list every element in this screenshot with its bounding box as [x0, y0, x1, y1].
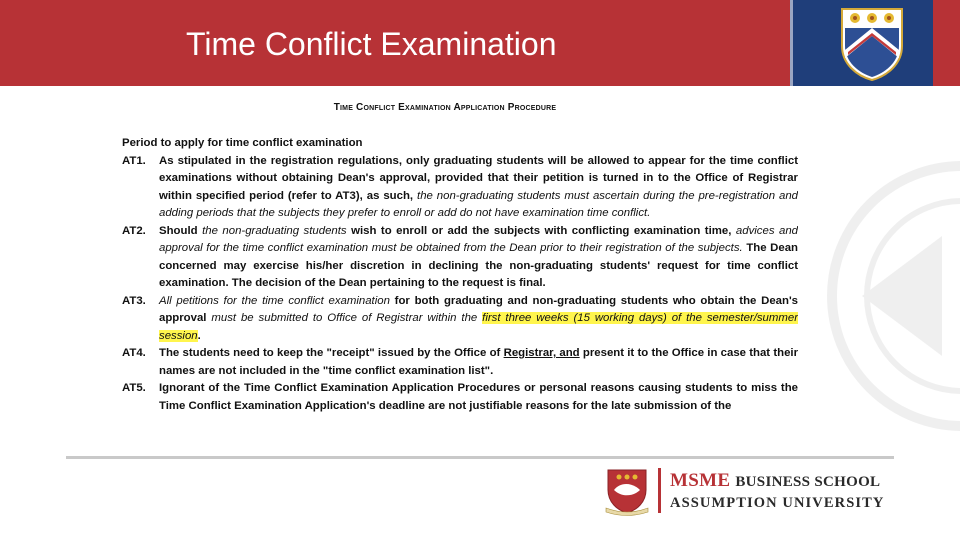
item-number: AT5. — [122, 382, 146, 394]
university-shield-logo-icon — [602, 466, 652, 516]
item-text: As stipulated in the registration regulations, only graduating students will be allowed to appear for the time conflict examinations without obtaining Dean's approval, provided that their petition is turned in to the Office of Registrar within specified period (refer to AT3), as such, the non-graduating students must ascertain during the pre-registration and adding periods that the subjects they prefer to enroll or add do not have examination time conflict. — [159, 154, 798, 219]
procedure-item-at2 — [122, 223, 798, 293]
page-title: Time Conflict Examination — [186, 26, 557, 62]
item-text: All petitions for the time conflict examination for both graduating and non-graduating students who obtain the Dean's approval must be submitted to Office of Registrar within the first three weeks (15 working days) of the semester/summer session. — [159, 294, 798, 342]
footer-divider — [66, 456, 894, 459]
item-text: The students need to keep the "receipt" issued by the Office of Registrar, and present it to the Office in case that their names are not included in the "time conflict examination list". — [159, 347, 798, 377]
header-bar — [0, 0, 960, 86]
watermark-seal-icon — [822, 136, 960, 456]
procedure-document — [122, 100, 798, 434]
document-subheading: Period to apply for time conflict examination — [122, 137, 363, 149]
item-number: AT4. — [122, 347, 146, 359]
business-school-brand: MSME BUSINESS SCHOOL — [670, 470, 881, 491]
item-text: Ignorant of the Time Conflict Examination Application Procedures or personal reasons causing students to miss the Time Conflict Examination Application's deadline are not justifiable reasons for the late submission of the — [159, 382, 798, 412]
document-title: Time Conflict Examination Application Procedure — [333, 102, 557, 113]
crest-panel — [790, 0, 933, 86]
procedure-item-at5 — [122, 380, 798, 415]
highlighted-deadline: first three weeks (15 working days) of the semester/summer session — [159, 312, 798, 342]
item-number: AT3. — [122, 294, 146, 307]
footer-separator — [658, 468, 661, 513]
university-name: ASSUMPTION UNIVERSITY — [670, 495, 885, 511]
item-text: Should the non-graduating students wish to enroll or add the subjects with conflicting examination time, advices and approval for the time conflict examination must be obtained from the Dean prior to their registration of the subjects. The Dean concerned may exercise his/her discretion in declining the non-graduating students' request for time conflict examination. The decision of the Dean pertaining to the request is final. — [159, 224, 798, 289]
item-number: AT1. — [122, 154, 146, 167]
shield-crest-icon — [839, 6, 905, 82]
item-number: AT2. — [122, 224, 146, 237]
procedure-item-at4 — [122, 345, 798, 380]
procedure-item-at3 — [122, 293, 798, 346]
procedure-item-at1 — [122, 153, 798, 223]
